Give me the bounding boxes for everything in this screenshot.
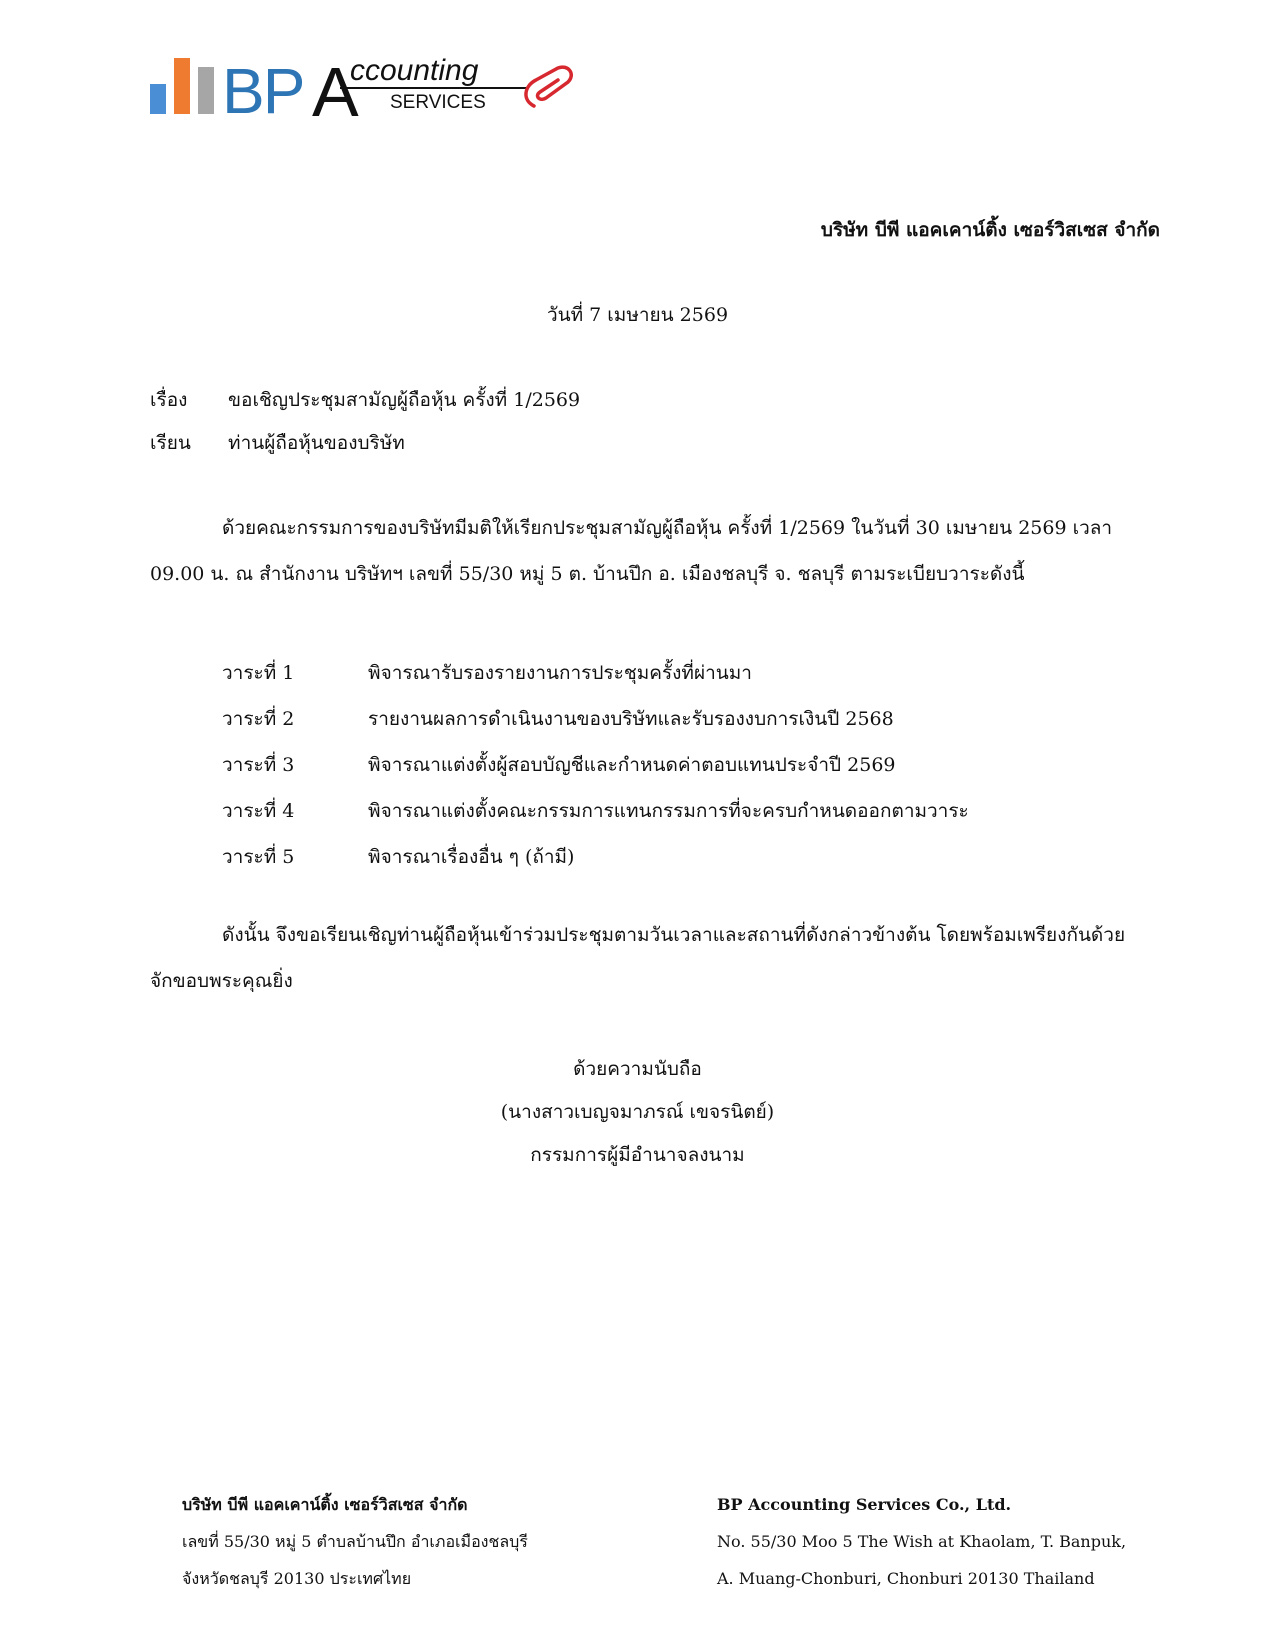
agenda-item: [222, 696, 969, 742]
subject-value: ขอเชิญประชุมสามัญผู้ถือหุ้น ครั้งที่ 1/2569: [228, 389, 581, 411]
agenda-text: พิจารณาแต่งตั้งผู้สอบบัญชีและกำหนดค่าตอบแทนประจำปี 2569: [368, 754, 896, 776]
svg-text:ccounting: ccounting: [350, 54, 479, 87]
signature-closing: ด้วยความนับถือ: [573, 1058, 702, 1080]
footer-english-address: [717, 1486, 1126, 1597]
footer-company-en: BP Accounting Services Co., Ltd.: [717, 1495, 1012, 1514]
agenda-list: [222, 650, 969, 880]
subject-row: [150, 385, 580, 415]
footer-address-en-2: A. Muang-Chonburi, Chonburi 20130 Thailand: [717, 1569, 1095, 1588]
agenda-text: พิจารณาเรื่องอื่น ๆ (ถ้ามี): [368, 846, 575, 868]
agenda-number: วาระที่ 2: [222, 708, 295, 730]
agenda-number: วาระที่ 1: [222, 662, 295, 684]
signature-block: [0, 1048, 1275, 1177]
agenda-item: [222, 742, 969, 788]
footer-address-en-1: No. 55/30 Moo 5 The Wish at Khaolam, T. Banpuk,: [717, 1532, 1127, 1551]
footer-address-th-1: เลขที่ 55/30 หมู่ 5 ตำบลบ้านปึก อำเภอเมืองชลบุรี: [182, 1532, 528, 1551]
agenda-item: [222, 788, 969, 834]
svg-text:BP: BP: [222, 55, 304, 127]
footer-thai-address: [182, 1486, 528, 1597]
svg-text:SERVICES: SERVICES: [390, 92, 486, 113]
closing-line-2: จักขอบพระคุณยิ่ง: [150, 970, 293, 992]
intro-line-1: ด้วยคณะกรรมการของบริษัทมีมติให้เรียกประชุมสามัญผู้ถือหุ้น ครั้งที่ 1/2569 ในวันที่ 30 เมษายน 2569 เวลา: [222, 517, 1113, 539]
recipient-value: ท่านผู้ถือหุ้นของบริษัท: [228, 432, 405, 454]
recipient-row: [150, 428, 405, 458]
intro-paragraph: [150, 505, 1150, 597]
closing-line-1: ดังนั้น จึงขอเรียนเชิญท่านผู้ถือหุ้นเข้าร่วมประชุมตามวันเวลาและสถานที่ดังกล่าวข้างต้น โดยพร้อมเพรียงกันด้วย: [222, 924, 1126, 946]
agenda-text: พิจารณาแต่งตั้งคณะกรรมการแทนกรรมการที่จะครบกำหนดออกตามวาระ: [368, 800, 969, 822]
agenda-item: [222, 650, 969, 696]
company-logo: [150, 50, 610, 130]
svg-text:A: A: [312, 53, 359, 130]
company-name-header: บริษัท บีพี แอคเคาน์ติ้ง เซอร์วิสเซส จำกัด: [820, 219, 1160, 241]
recipient-label: เรียน: [150, 432, 191, 454]
closing-paragraph: [150, 912, 1150, 1004]
agenda-item: [222, 834, 969, 880]
signatory-title: กรรมการผู้มีอำนาจลงนาม: [530, 1144, 745, 1166]
agenda-number: วาระที่ 3: [222, 754, 295, 776]
agenda-number: วาระที่ 5: [222, 846, 295, 868]
agenda-text: รายงานผลการดำเนินงานของบริษัทและรับรองงบการเงินปี 2568: [368, 708, 894, 730]
agenda-number: วาระที่ 4: [222, 800, 295, 822]
intro-line-2: 09.00 น. ณ สำนักงาน บริษัทฯ เลขที่ 55/30 หมู่ 5 ต. บ้านปึก อ. เมืองชลบุรี จ. ชลบุรี ตามระเบียบวาระดังนี้: [150, 563, 1025, 585]
footer-address-th-2: จังหวัดชลบุรี 20130 ประเทศไทย: [182, 1569, 412, 1588]
footer-company-th: บริษัท บีพี แอคเคาน์ติ้ง เซอร์วิสเซส จำกัด: [182, 1495, 468, 1514]
document-date: วันที่ 7 เมษายน 2569: [546, 304, 729, 326]
signatory-name: (นางสาวเบญจมาภรณ์ เขจรนิตย์): [500, 1101, 775, 1123]
agenda-text: พิจารณารับรองรายงานการประชุมครั้งที่ผ่านมา: [368, 662, 752, 684]
subject-label: เรื่อง: [150, 389, 188, 411]
